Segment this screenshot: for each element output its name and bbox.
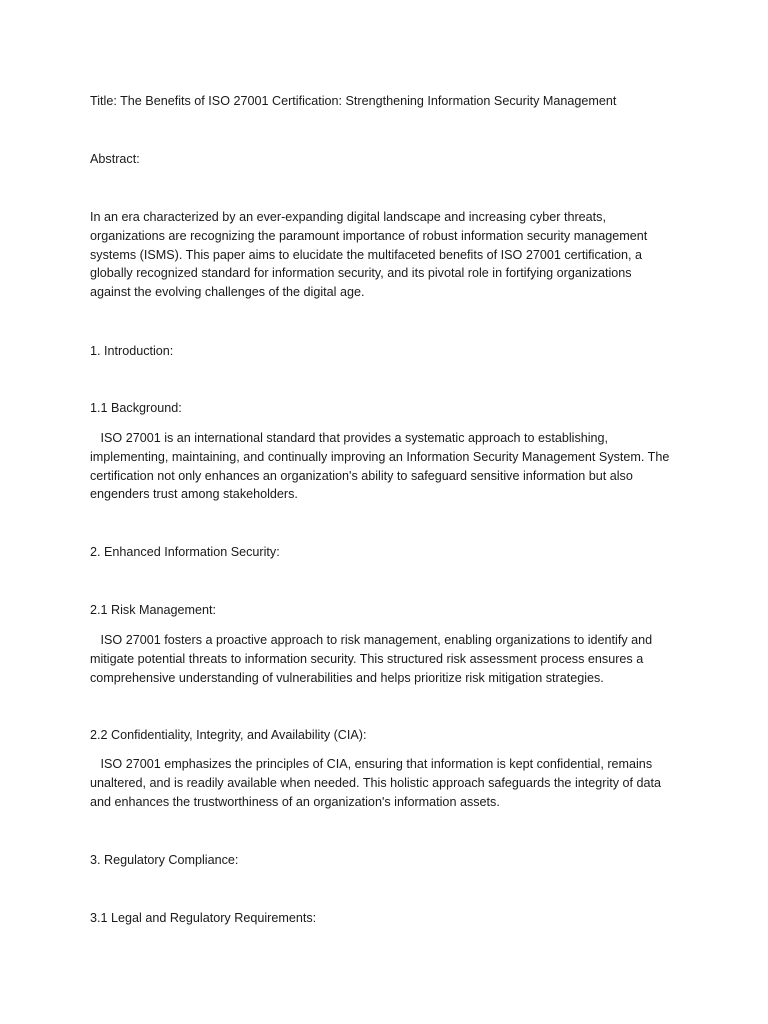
paragraph-line: engenders trust among stakeholders. [90, 487, 298, 502]
section-1-1-paragraph [90, 429, 690, 504]
paragraph-line: ISO 27001 emphasizes the principles of CIA, ensuring that information is kept confidential, remains [90, 757, 653, 771]
paragraph-line: implementing, maintaining, and continually improving an Information Security Management System. The [90, 449, 670, 464]
section-2-2-paragraph [90, 755, 690, 811]
paragraph-line: systems (ISMS). This paper aims to elucidate the multifaceted benefits of ISO 27001 certification, a [90, 247, 643, 262]
paragraph-line: against the evolving challenges of the digital age. [90, 285, 365, 300]
section-2-heading: 2. Enhanced Information Security: [90, 545, 280, 559]
paragraph-line: ISO 27001 is an international standard that provides a systematic approach to establishing, [90, 431, 609, 445]
paragraph-line: globally recognized standard for information security, and its pivotal role in fortifying organizations [90, 266, 632, 281]
document-title: Title: The Benefits of ISO 27001 Certification: Strengthening Information Security Management [90, 94, 617, 108]
paragraph-line: In an era characterized by an ever-expanding digital landscape and increasing cyber threats, [90, 210, 606, 224]
section-2-1-paragraph [90, 631, 690, 687]
paragraph-line: mitigate potential threats to information security. This structured risk assessment process ensures a [90, 651, 644, 666]
paragraph-line: and enhances the trustworthiness of an organization's information assets. [90, 794, 500, 809]
paragraph-line: ISO 27001 fosters a proactive approach to risk management, enabling organizations to identify and [90, 633, 653, 647]
paragraph-line: certification not only enhances an organization's ability to safeguard sensitive information but also [90, 468, 633, 483]
section-3-1-heading: 3.1 Legal and Regulatory Requirements: [90, 911, 317, 925]
paragraph-line: organizations are recognizing the paramount importance of robust information security management [90, 228, 648, 243]
section-2-1-heading: 2.1 Risk Management: [90, 603, 216, 617]
abstract-heading: Abstract: [90, 152, 140, 166]
section-1-heading: 1. Introduction: [90, 344, 174, 358]
abstract-paragraph [90, 208, 690, 302]
section-3-heading: 3. Regulatory Compliance: [90, 853, 239, 867]
section-1-1-heading: 1.1 Background: [90, 401, 182, 415]
section-2-2-heading: 2.2 Confidentiality, Integrity, and Availability (CIA): [90, 728, 367, 742]
paragraph-line: comprehensive understanding of vulnerabilities and helps prioritize risk mitigation strategies. [90, 670, 604, 685]
paragraph-line: unaltered, and is readily available when needed. This holistic approach safeguards the integrity of data [90, 775, 662, 790]
